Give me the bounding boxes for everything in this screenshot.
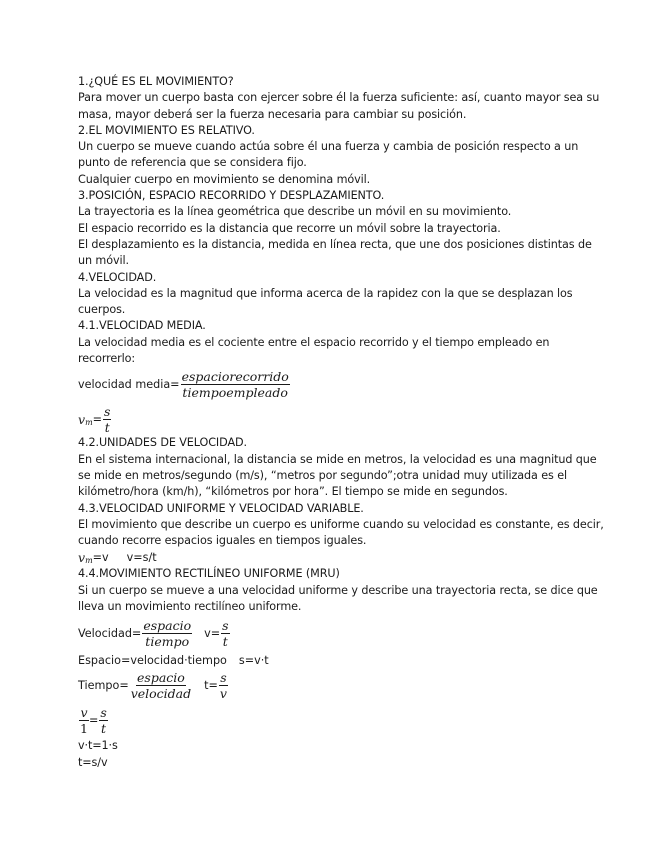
fraction <box>142 618 192 649</box>
fraction-denominator: 1 <box>80 721 88 737</box>
symbol-v: v <box>78 550 86 566</box>
heading-posicion: 3.POSICIÓN, ESPACIO RECORRIDO Y DESPLAZAMIENTO. <box>78 189 385 203</box>
fraction-denominator: tiempoempleado <box>182 385 288 401</box>
fraction <box>103 404 111 435</box>
formula-v-s-t: v=s/t <box>126 551 157 565</box>
paragraph-line: punto de referencia que se considera fijo. <box>78 156 307 170</box>
formula-espacio <box>78 651 578 669</box>
paragraph-line: cuando recorre espacios iguales en tiempos iguales. <box>78 534 367 548</box>
formula-text: Espacio=velocidad·tiempo <box>78 653 227 667</box>
formula-text: s=v·t <box>238 653 269 667</box>
paragraph-line: La trayectoria es la línea geométrica que describe un móvil en su movimiento. <box>78 205 512 219</box>
paragraph-line: En el sistema internacional, la distancia se mide en metros, la velocidad es una magnitud que <box>78 452 597 466</box>
paragraph-line: El espacio recorrido es la distancia que recorre un móvil sobre la trayectoria. <box>78 221 501 235</box>
fraction-denominator: v <box>219 686 227 702</box>
formula-proporcion <box>78 705 578 736</box>
heading-uniforme-variable: 4.3.VELOCIDAD UNIFORME Y VELOCIDAD VARIABLE. <box>78 501 364 515</box>
formula-velocidad-media <box>78 369 578 400</box>
fraction-numerator: s <box>222 618 229 634</box>
paragraph-line: kilómetro/hora (km/h), “kilómetros por hora”. El tiempo se mide en segundos. <box>78 485 508 499</box>
formula-rest: =v <box>92 551 109 565</box>
heading-unidades: 4.2.UNIDADES DE VELOCIDAD. <box>78 436 247 450</box>
formula-line: t=s/v <box>78 755 108 769</box>
heading-mru: 4.4.MOVIMIENTO RECTILÍNEO UNIFORME (MRU) <box>78 567 340 581</box>
paragraph-line: Un cuerpo se mueve cuando actúa sobre él una fuerza y cambia de posición respecto a un <box>78 140 579 154</box>
fraction-denominator: t <box>222 634 228 650</box>
heading-relativo: 2.EL MOVIMIENTO ES RELATIVO. <box>78 123 255 137</box>
paragraph-line: lleva un movimiento rectilíneo uniforme. <box>78 600 302 614</box>
paragraph-line: La velocidad es la magnitud que informa acerca de la rapidez con la que se desplazan los <box>78 286 573 300</box>
document-page <box>78 74 604 771</box>
paragraph-line: La velocidad media es el cociente entre el espacio recorrido y el tiempo empleado en <box>78 335 550 349</box>
subscript-m: m <box>85 556 93 566</box>
formula-label: Tiempo= <box>78 679 129 693</box>
equals-sign: = <box>92 413 103 427</box>
formula-label: t= <box>204 679 218 693</box>
fraction <box>79 705 89 736</box>
fraction <box>99 705 107 736</box>
paragraph-line: cuerpos. <box>78 303 126 317</box>
fraction <box>219 670 228 701</box>
fraction-numerator: s <box>100 705 107 721</box>
fraction-numerator: s <box>220 670 227 686</box>
paragraph-line: El desplazamiento es la distancia, medida en línea recta, que une dos posiciones distintas de <box>78 237 592 251</box>
formula-velocidad <box>78 618 578 649</box>
paragraph-line: se mide en metros/segundo (m/s), “metros por segundo”;otra unidad muy utilizada es el <box>78 468 568 482</box>
paragraph-line: El movimiento que describe un cuerpo es uniforme cuando su velocidad es constante, es decir, <box>78 517 604 531</box>
formula-label: v= <box>204 627 221 641</box>
heading-velocidad-media: 4.1.VELOCIDAD MEDIA. <box>78 319 206 333</box>
fraction-denominator: t <box>104 420 110 436</box>
subscript-m: m <box>85 418 93 428</box>
paragraph-line: Cualquier cuerpo en movimiento se denomina móvil. <box>78 172 371 186</box>
heading-velocidad: 4.VELOCIDAD. <box>78 270 157 284</box>
formula-label: Velocidad= <box>78 627 142 641</box>
fraction-numerator: espacio <box>137 670 185 686</box>
heading-movimiento: 1.¿QUÉ ES EL MOVIMIENTO? <box>78 75 234 88</box>
fraction-numerator: espacio <box>143 618 192 634</box>
formula-line: v·t=1·s <box>78 739 118 753</box>
fraction-denominator: velocidad <box>130 686 192 702</box>
paragraph-line: un móvil. <box>78 254 129 268</box>
fraction <box>181 369 290 400</box>
formula-tiempo <box>78 670 578 701</box>
equals-sign: = <box>88 714 99 728</box>
formula-vm-v <box>78 549 578 566</box>
formula-label: velocidad media= <box>78 378 180 392</box>
fraction <box>221 618 229 649</box>
symbol-v: v <box>78 412 86 428</box>
formula-vm-s-t <box>78 404 578 435</box>
fraction <box>130 670 192 701</box>
paragraph-line: Si un cuerpo se mueve a una velocidad uniforme y describe una trayectoria recta, se dice que <box>78 583 598 597</box>
fraction-numerator: v <box>80 705 88 721</box>
fraction-denominator: tiempo <box>145 634 190 650</box>
fraction-numerator: s <box>104 404 111 420</box>
fraction-numerator: espaciorecorrido <box>181 369 289 385</box>
paragraph-line: masa, mayor deberá ser la fuerza necesaria para cambiar su posición. <box>78 107 467 121</box>
fraction-denominator: t <box>101 721 107 737</box>
paragraph-line: recorrerlo: <box>78 352 136 366</box>
paragraph-line: Para mover un cuerpo basta con ejercer sobre él la fuerza suficiente: así, cuanto mayor sea su <box>78 91 600 105</box>
